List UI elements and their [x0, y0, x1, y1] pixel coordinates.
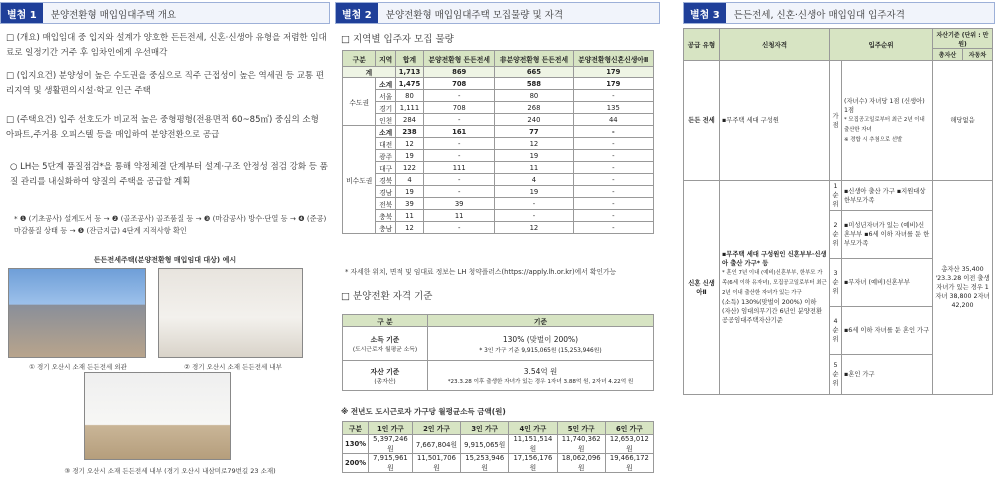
- supply-head-1: 지역: [376, 51, 395, 67]
- panel-header: [335, 2, 660, 24]
- supply-head-2: 합계: [395, 51, 423, 67]
- asset-dundeun: 해당없음: [933, 61, 993, 181]
- panel-title: 든든전세, 신혼·신생아 매입임대 입주자격: [733, 10, 905, 21]
- supply-row: [343, 174, 654, 186]
- income-head-0: 구분: [343, 422, 369, 435]
- supply-cell: 268: [495, 102, 573, 114]
- supply-head-0: 구분: [343, 51, 376, 67]
- qual-newlywed-note: * 혼인 7년 이내 (예비)신혼부부, 한부모 가족(6세 이하 유자녀), 모집공고일로부터 최근 2년 이내 출산한 자녀가 있는 가구: [722, 270, 827, 296]
- supply-total-cell: 1,713: [395, 67, 423, 78]
- supply-cell: -: [573, 126, 653, 138]
- income-head-6: 6인 가구: [605, 422, 653, 435]
- rank-5-label: 5순위: [830, 355, 842, 395]
- supply-cell: 인천: [376, 114, 395, 126]
- overview-paragraph: □ (개요) 매입임대 중 입지와 설계가 양호한 든든전세, 신혼·신생아 유형을 저렴한 임대료로 일정기간 거주 후 임차인에게 우선매각: [6, 33, 327, 58]
- income-table: [342, 421, 654, 473]
- caption-exterior: ① 경기 오산시 소재 든든전세 외관: [29, 363, 127, 371]
- income-row: [343, 454, 654, 473]
- caption-room: ③ 경기 오산시 소재 든든전세 내부 (경기 오산시 내삼미로79번길 23 소재): [64, 467, 276, 475]
- income-head-4: 4인 가구: [509, 422, 557, 435]
- asset-newlywed: 총자산 35,400 '23.3.28 이전 출생 자녀가 있는 경우 1자녀 38,800 2자녀 42,200: [933, 181, 993, 395]
- rank-points-desc: (자녀수) 자녀당 1점 (신생아) 1점: [844, 97, 925, 114]
- supply-cell: 179: [573, 78, 653, 90]
- supply-cell: -: [573, 210, 653, 222]
- criteria-head-category: 구 분: [343, 315, 428, 327]
- supply-cell: 대구: [376, 162, 395, 174]
- supply-row: [343, 198, 654, 210]
- supply-cell: 경남: [376, 186, 395, 198]
- supply-cell: 광주: [376, 150, 395, 162]
- supply-cell: 39: [395, 198, 423, 210]
- supply-cell: 전북: [376, 198, 395, 210]
- rank-3-label: 3순위: [830, 259, 842, 307]
- supply-total-row: [343, 67, 654, 78]
- supply-cell: 11: [424, 210, 495, 222]
- rank-points-tie: ※ 경합 시 추첨으로 선발: [844, 136, 903, 143]
- panel-attachment-2: [335, 0, 660, 484]
- supply-cell: 충북: [376, 210, 395, 222]
- asset-criteria-value: 3.54억 원: [523, 367, 558, 376]
- supply-cell: 4: [495, 174, 573, 186]
- income-cell: 18,062,096원: [557, 454, 605, 473]
- interior-photo-room: [84, 372, 231, 460]
- supply-row: [343, 222, 654, 234]
- supply-cell: -: [573, 90, 653, 102]
- rank-points-label: 가점: [830, 61, 842, 181]
- type-newlywed: 신혼 신생아Ⅱ: [684, 181, 720, 395]
- supply-cell: 경북: [376, 174, 395, 186]
- attachment-badge: 별첨 2: [336, 3, 378, 23]
- supply-cell: 122: [395, 162, 423, 174]
- supply-cell: 111: [424, 162, 495, 174]
- income-cell: 7,915,961원: [369, 454, 413, 473]
- supply-table: [342, 50, 654, 234]
- income-cell: 11,151,514원: [509, 435, 557, 454]
- panel-title: 분양전환형 매입임대주택 모집물량 및 자격: [385, 10, 564, 21]
- supply-cell: 80: [395, 90, 423, 102]
- supply-row: [343, 186, 654, 198]
- supply-cell: 12: [395, 222, 423, 234]
- supply-total-cell: 665: [495, 67, 573, 78]
- supply-cell: 238: [395, 126, 423, 138]
- qual-dundeun: ▪무주택 세대 구성원: [720, 61, 830, 181]
- supply-cell: -: [424, 186, 495, 198]
- supply-head-3: 분양전환형 든든전세: [424, 51, 495, 67]
- attachment-badge: 별첨 1: [1, 3, 43, 23]
- supply-cell: 80: [495, 90, 573, 102]
- supply-cell: 708: [424, 102, 495, 114]
- supply-cell: 135: [573, 102, 653, 114]
- rank-5-desc: ▪혼인 가구: [842, 355, 933, 395]
- supply-cell: 대전: [376, 138, 395, 150]
- income-head-1: 1인 가구: [369, 422, 413, 435]
- supply-total-cell: 869: [424, 67, 495, 78]
- interior-photo: [158, 268, 303, 358]
- supply-cell: 1,475: [395, 78, 423, 90]
- head-supply-type: 공급 유형: [684, 29, 720, 61]
- income-criteria-label: 소득 기준: [370, 336, 400, 344]
- supply-cell: 44: [573, 114, 653, 126]
- income-criteria-value: 130% (맞벌이 200%): [502, 334, 579, 344]
- location-paragraph: □ (입지요건) 분양성이 높은 수도권을 중심으로 직주 근접성이 높은 역세권 등 교통 편리지역 및 생활편의시설·학교 인근 주택: [6, 71, 325, 96]
- supply-cell: 240: [495, 114, 573, 126]
- supply-row: [343, 78, 654, 90]
- panel-header: [683, 2, 995, 24]
- supply-row: [343, 114, 654, 126]
- supply-head-4: 非분양전환형 든든전세: [495, 51, 573, 67]
- head-qualification: 신청자격: [720, 29, 830, 61]
- supply-row: [343, 90, 654, 102]
- income-cell: 130%: [343, 435, 369, 454]
- income-cell: 19,466,172원: [605, 454, 653, 473]
- income-cell: 5,397,246원: [369, 435, 413, 454]
- income-criteria-note: * 3인 가구 기준 9,915,065원 (15,253,946원): [479, 347, 602, 354]
- income-cell: 15,253,946원: [461, 454, 509, 473]
- qual-newlywed-main: ▪무주택 세대 구성원인 신혼부부·신생아 출산 가구* 등: [722, 251, 827, 267]
- supply-row: [343, 102, 654, 114]
- supply-note: * 자세한 위치, 면적 및 임대료 정보는 LH 청약플러스(https://apply.lh.or.kr)에서 확인가능: [345, 268, 617, 276]
- head-asset-standard: 자산기준 (단위 : 만원): [933, 29, 993, 49]
- supply-cell: -: [424, 222, 495, 234]
- supply-cell: 708: [424, 78, 495, 90]
- caption-interior: ② 경기 오산시 소재 든든전세 내부: [184, 363, 282, 371]
- supply-cell: 11: [495, 162, 573, 174]
- income-cell: 17,156,176원: [509, 454, 557, 473]
- supply-head-5: 분양전환형신혼신생아Ⅱ: [573, 51, 653, 67]
- rank-2-label: 2순위: [830, 211, 842, 259]
- rank-1-label: 1순위: [830, 181, 842, 211]
- exterior-photo: [8, 268, 146, 358]
- panel-attachment-1: [0, 0, 330, 484]
- supply-row: [343, 162, 654, 174]
- qual-newlywed-asset: (자산) 임대의무기간 6년인 분양전환 공공임대주택자산기준: [722, 308, 823, 324]
- eligibility-table: [683, 28, 993, 395]
- supply-row: [343, 150, 654, 162]
- rank-1-desc: ▪신생아 출산 가구 ▪지원대상 한부모가족: [842, 181, 933, 211]
- section-income-table: ※ 전년도 도시근로자 가구당 월평균소득 금액(원): [341, 407, 506, 416]
- rank-4-label: 4순위: [830, 307, 842, 355]
- supply-total-label: 계: [343, 67, 396, 78]
- supply-cell: 12: [495, 138, 573, 150]
- qual-newlywed-income: (소득) 130%(맞벌이 200%) 이하: [722, 299, 817, 306]
- criteria-table: [342, 314, 654, 391]
- income-cell: 200%: [343, 454, 369, 473]
- head-car: 자동차: [963, 49, 993, 61]
- supply-cell: -: [424, 174, 495, 186]
- rank-3-desc: ▪무자녀 (예비)신혼부부: [842, 259, 933, 307]
- supply-cell: 소계: [376, 126, 395, 138]
- income-criteria-sub: (도시근로자 월평균 소득): [352, 347, 418, 353]
- supply-cell: 19: [395, 186, 423, 198]
- supply-cell: -: [424, 150, 495, 162]
- supply-cell: -: [573, 198, 653, 210]
- supply-row: [343, 126, 654, 138]
- section-conversion-criteria: □ 분양전환 자격 기준: [341, 291, 433, 302]
- supply-cell: 서울: [376, 90, 395, 102]
- income-cell: 12,653,012원: [605, 435, 653, 454]
- supply-cell: -: [424, 114, 495, 126]
- supply-cell: -: [424, 90, 495, 102]
- supply-cell: 161: [424, 126, 495, 138]
- supply-cell: -: [573, 162, 653, 174]
- supply-cell: 12: [395, 138, 423, 150]
- supply-cell: 4: [395, 174, 423, 186]
- income-cell: 7,667,804원: [412, 435, 460, 454]
- panel-attachment-3: [683, 0, 995, 484]
- supply-cell: 소계: [376, 78, 395, 90]
- rank-points-note: * 모집공고일로부터 최근 2년 이내 출산한 자녀: [844, 116, 925, 133]
- supply-cell: 19: [495, 150, 573, 162]
- income-head-2: 2인 가구: [412, 422, 460, 435]
- head-total-asset: 총자산: [933, 49, 963, 61]
- income-head-3: 3인 가구: [461, 422, 509, 435]
- photo-section-title: 든든전세주택(분양전환형 매입임대 대상) 예시: [93, 256, 237, 264]
- supply-cell: -: [495, 198, 573, 210]
- supply-cell: 경기: [376, 102, 395, 114]
- supply-cell: 284: [395, 114, 423, 126]
- supply-region-group: 수도권: [343, 78, 376, 126]
- supply-cell: 39: [424, 198, 495, 210]
- supply-region-group: 비수도권: [343, 126, 376, 234]
- supply-cell: 1,111: [395, 102, 423, 114]
- supply-cell: -: [573, 186, 653, 198]
- asset-criteria-label: 자산 기준: [370, 368, 400, 376]
- income-cell: 11,501,706원: [412, 454, 460, 473]
- supply-cell: 588: [495, 78, 573, 90]
- supply-cell: -: [495, 210, 573, 222]
- income-cell: 11,740,362원: [557, 435, 605, 454]
- income-head-5: 5인 가구: [557, 422, 605, 435]
- income-row: [343, 435, 654, 454]
- section-supply-volume: □ 지역별 입주자 모집 물량: [341, 34, 454, 45]
- type-dundeun: 든든 전세: [684, 61, 720, 181]
- panel-title: 분양전환형 매입임대주택 개요: [50, 10, 177, 21]
- supply-row: [343, 138, 654, 150]
- housing-paragraph: □ (주택요건) 입주 선호도가 비교적 높은 중형평형(전용면적 60~85㎡) 중심의 소형 아파트,주거용 오피스텔 등을 매입하여 분양전환으로 공급: [6, 115, 319, 140]
- quality-steps-note: * ❶ (기초공사) 설계도서 등 → ❷ (골조공사) 골조품질 등 → ❸ (마감공사) 방수·단열 등 → ❹ (준공) 마감품질 상태 등 → ❺ (잔금지급) 4단계 지적사항 확인: [14, 214, 327, 235]
- supply-cell: -: [424, 138, 495, 150]
- panel-header: [0, 2, 330, 24]
- supply-cell: 11: [395, 210, 423, 222]
- attachment-badge: 별첨 3: [684, 3, 726, 23]
- quality-paragraph: ○ LH는 5단계 품질점검*을 통해 약정체결 단계부터 설계·구조 안정성 점검 강화 등 품질 관리를 내실화하여 양질의 주택을 공급할 계획: [10, 162, 328, 187]
- supply-cell: 77: [495, 126, 573, 138]
- supply-cell: -: [573, 138, 653, 150]
- supply-total-cell: 179: [573, 67, 653, 78]
- supply-cell: -: [573, 222, 653, 234]
- supply-cell: 19: [495, 186, 573, 198]
- supply-cell: -: [573, 150, 653, 162]
- supply-row: [343, 210, 654, 222]
- asset-criteria-note: *23.3.28 이후 출생한 자녀가 있는 경우 1자녀 3.88억 원, 2자녀 4.22억 원: [447, 379, 634, 385]
- supply-cell: 19: [395, 150, 423, 162]
- criteria-head-standard: 기준: [428, 315, 654, 327]
- head-priority: 입주순위: [830, 29, 933, 61]
- supply-cell: -: [573, 174, 653, 186]
- rank-4-desc: ▪6세 이하 자녀를 둔 혼인 가구: [842, 307, 933, 355]
- rank-2-desc: ▪미성년자녀가 있는 (예비)신혼부부 ▪6세 이하 자녀를 둔 한부모가족: [842, 211, 933, 259]
- supply-cell: 12: [495, 222, 573, 234]
- income-cell: 9,915,065원: [461, 435, 509, 454]
- asset-criteria-sub: (총자산): [374, 379, 396, 385]
- supply-cell: 충남: [376, 222, 395, 234]
